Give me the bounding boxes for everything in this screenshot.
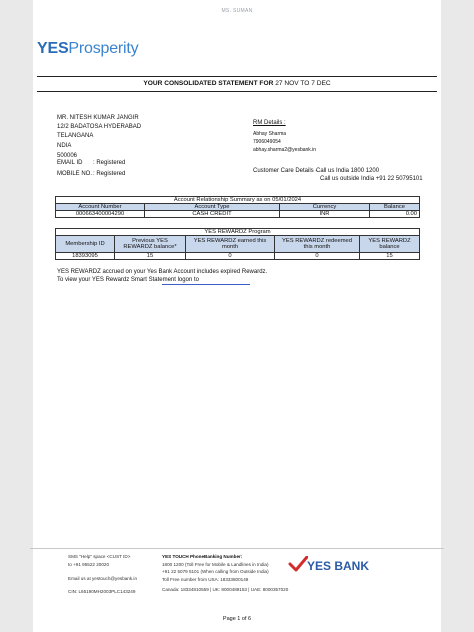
statement-period: 27 NOV TO 7 DEC xyxy=(275,80,331,87)
redeemed-this-month: 0 xyxy=(275,253,360,260)
footer-sms-2: to +91 95522 20020 xyxy=(68,562,110,567)
rm-phone: 7906049054 xyxy=(253,139,281,145)
rm-name: Abhay Sharma xyxy=(253,131,287,137)
statement-page xyxy=(33,0,441,632)
title-prefix: YOUR CONSOLIDATED STATEMENT FOR xyxy=(143,80,274,87)
col-currency: Currency xyxy=(280,204,370,211)
account-summary-caption: Account Relationship Summary as on 05/01/2024 xyxy=(56,197,420,204)
rm-heading: RM Details : xyxy=(253,120,286,126)
account-currency: INR xyxy=(280,211,370,218)
col-balance: Balance xyxy=(370,204,420,211)
customer-name: MR. NITESH KUMAR JANGIR xyxy=(57,115,139,121)
footer-phonebanking-1: 1800 1200 (Toll Free for Mobile & Landlines in India) xyxy=(162,562,269,567)
customer-country: NDIA xyxy=(57,143,72,149)
account-balance: 0.00 xyxy=(370,211,420,218)
logo-yes: YES xyxy=(37,40,69,57)
col-membership-id: Membership ID xyxy=(56,236,115,253)
smart-statement-link[interactable] xyxy=(162,284,250,285)
footer-rule xyxy=(30,548,444,549)
account-number: 000663400004290 xyxy=(56,211,145,218)
email-label: EMAIL ID xyxy=(57,160,83,166)
customer-city: TELANGANA xyxy=(57,133,94,139)
page-number: Page 1 of 6 xyxy=(222,616,252,622)
smart-statement-note: To view your YES Rewardz Smart Statement logon to xyxy=(57,277,199,283)
col-rewardz-balance: YES REWARDZ balance xyxy=(360,236,420,253)
rewardz-caption: YES REWARDZ Program xyxy=(56,229,420,236)
col-account-type: Account Type xyxy=(145,204,280,211)
rewardz-accrued-note: YES REWARDZ accrued on your Yes Bank Account includes expired Rewardz. xyxy=(57,269,268,275)
yes-prosperity-logo xyxy=(37,40,138,58)
yes-bank-brand: YES BANK xyxy=(307,559,370,573)
account-summary-table xyxy=(55,196,420,218)
footer-cin: CIN: L65190MH2003PLC143249 xyxy=(68,589,136,594)
footer-sms-1: SMS "Help" space <CUST ID> xyxy=(68,554,131,559)
mobile-value: : Registered xyxy=(93,171,126,177)
rewardz-table xyxy=(55,228,420,260)
customer-care-outside: Call us outside India +91 22 50795101 xyxy=(320,176,423,182)
customer-care-label: Customer Care Details - xyxy=(253,168,318,174)
col-redeemed: YES REWARDZ redeemed this month xyxy=(275,236,360,253)
table-row xyxy=(56,253,420,260)
col-previous-balance: Previous YES REWARDZ balance* xyxy=(115,236,186,253)
customer-care-india: Call us India 1800 1200 xyxy=(316,168,380,174)
table-row xyxy=(56,211,420,218)
membership-id: 18393095 xyxy=(56,253,115,260)
footer-phonebanking-2: +91 22 5079 5101 (When calling from Outside India) xyxy=(162,569,269,574)
earned-this-month: 0 xyxy=(186,253,275,260)
yes-bank-checkmark-icon xyxy=(288,556,308,572)
customer-address: 12/2 BADATOSA HYDERABAD xyxy=(57,124,142,130)
footer-phonebanking-4: Canada: 18334810559 | UK: 8000489153 | UAE: 8000357020 xyxy=(162,587,289,592)
title-bottom-rule xyxy=(37,91,437,92)
footer-email: Email us at yestouch@yesbank.in xyxy=(68,576,138,581)
col-account-number: Account Number xyxy=(56,204,145,211)
mobile-label: MOBILE NO. xyxy=(57,171,93,177)
footer-phonebanking-3: Toll Free number from USA: 18333800149 xyxy=(162,577,249,582)
statement-title xyxy=(0,80,474,87)
col-earned: YES REWARDZ earned this month xyxy=(186,236,275,253)
title-top-rule xyxy=(37,76,437,77)
customer-pin: 500006 xyxy=(57,153,78,159)
email-value: : Registered xyxy=(93,160,126,166)
header-name: MS. SUMAN xyxy=(221,8,253,14)
account-type: CASH CREDIT xyxy=(145,211,280,218)
rewardz-balance: 15 xyxy=(360,253,420,260)
logo-prosperity: Prosperity xyxy=(68,40,139,57)
rm-email: abhay.sharma2@yesbank.in xyxy=(253,147,317,153)
footer-phonebanking-title: YES TOUCH PhoneBanking Number: xyxy=(162,554,243,559)
previous-balance: 15 xyxy=(115,253,186,260)
